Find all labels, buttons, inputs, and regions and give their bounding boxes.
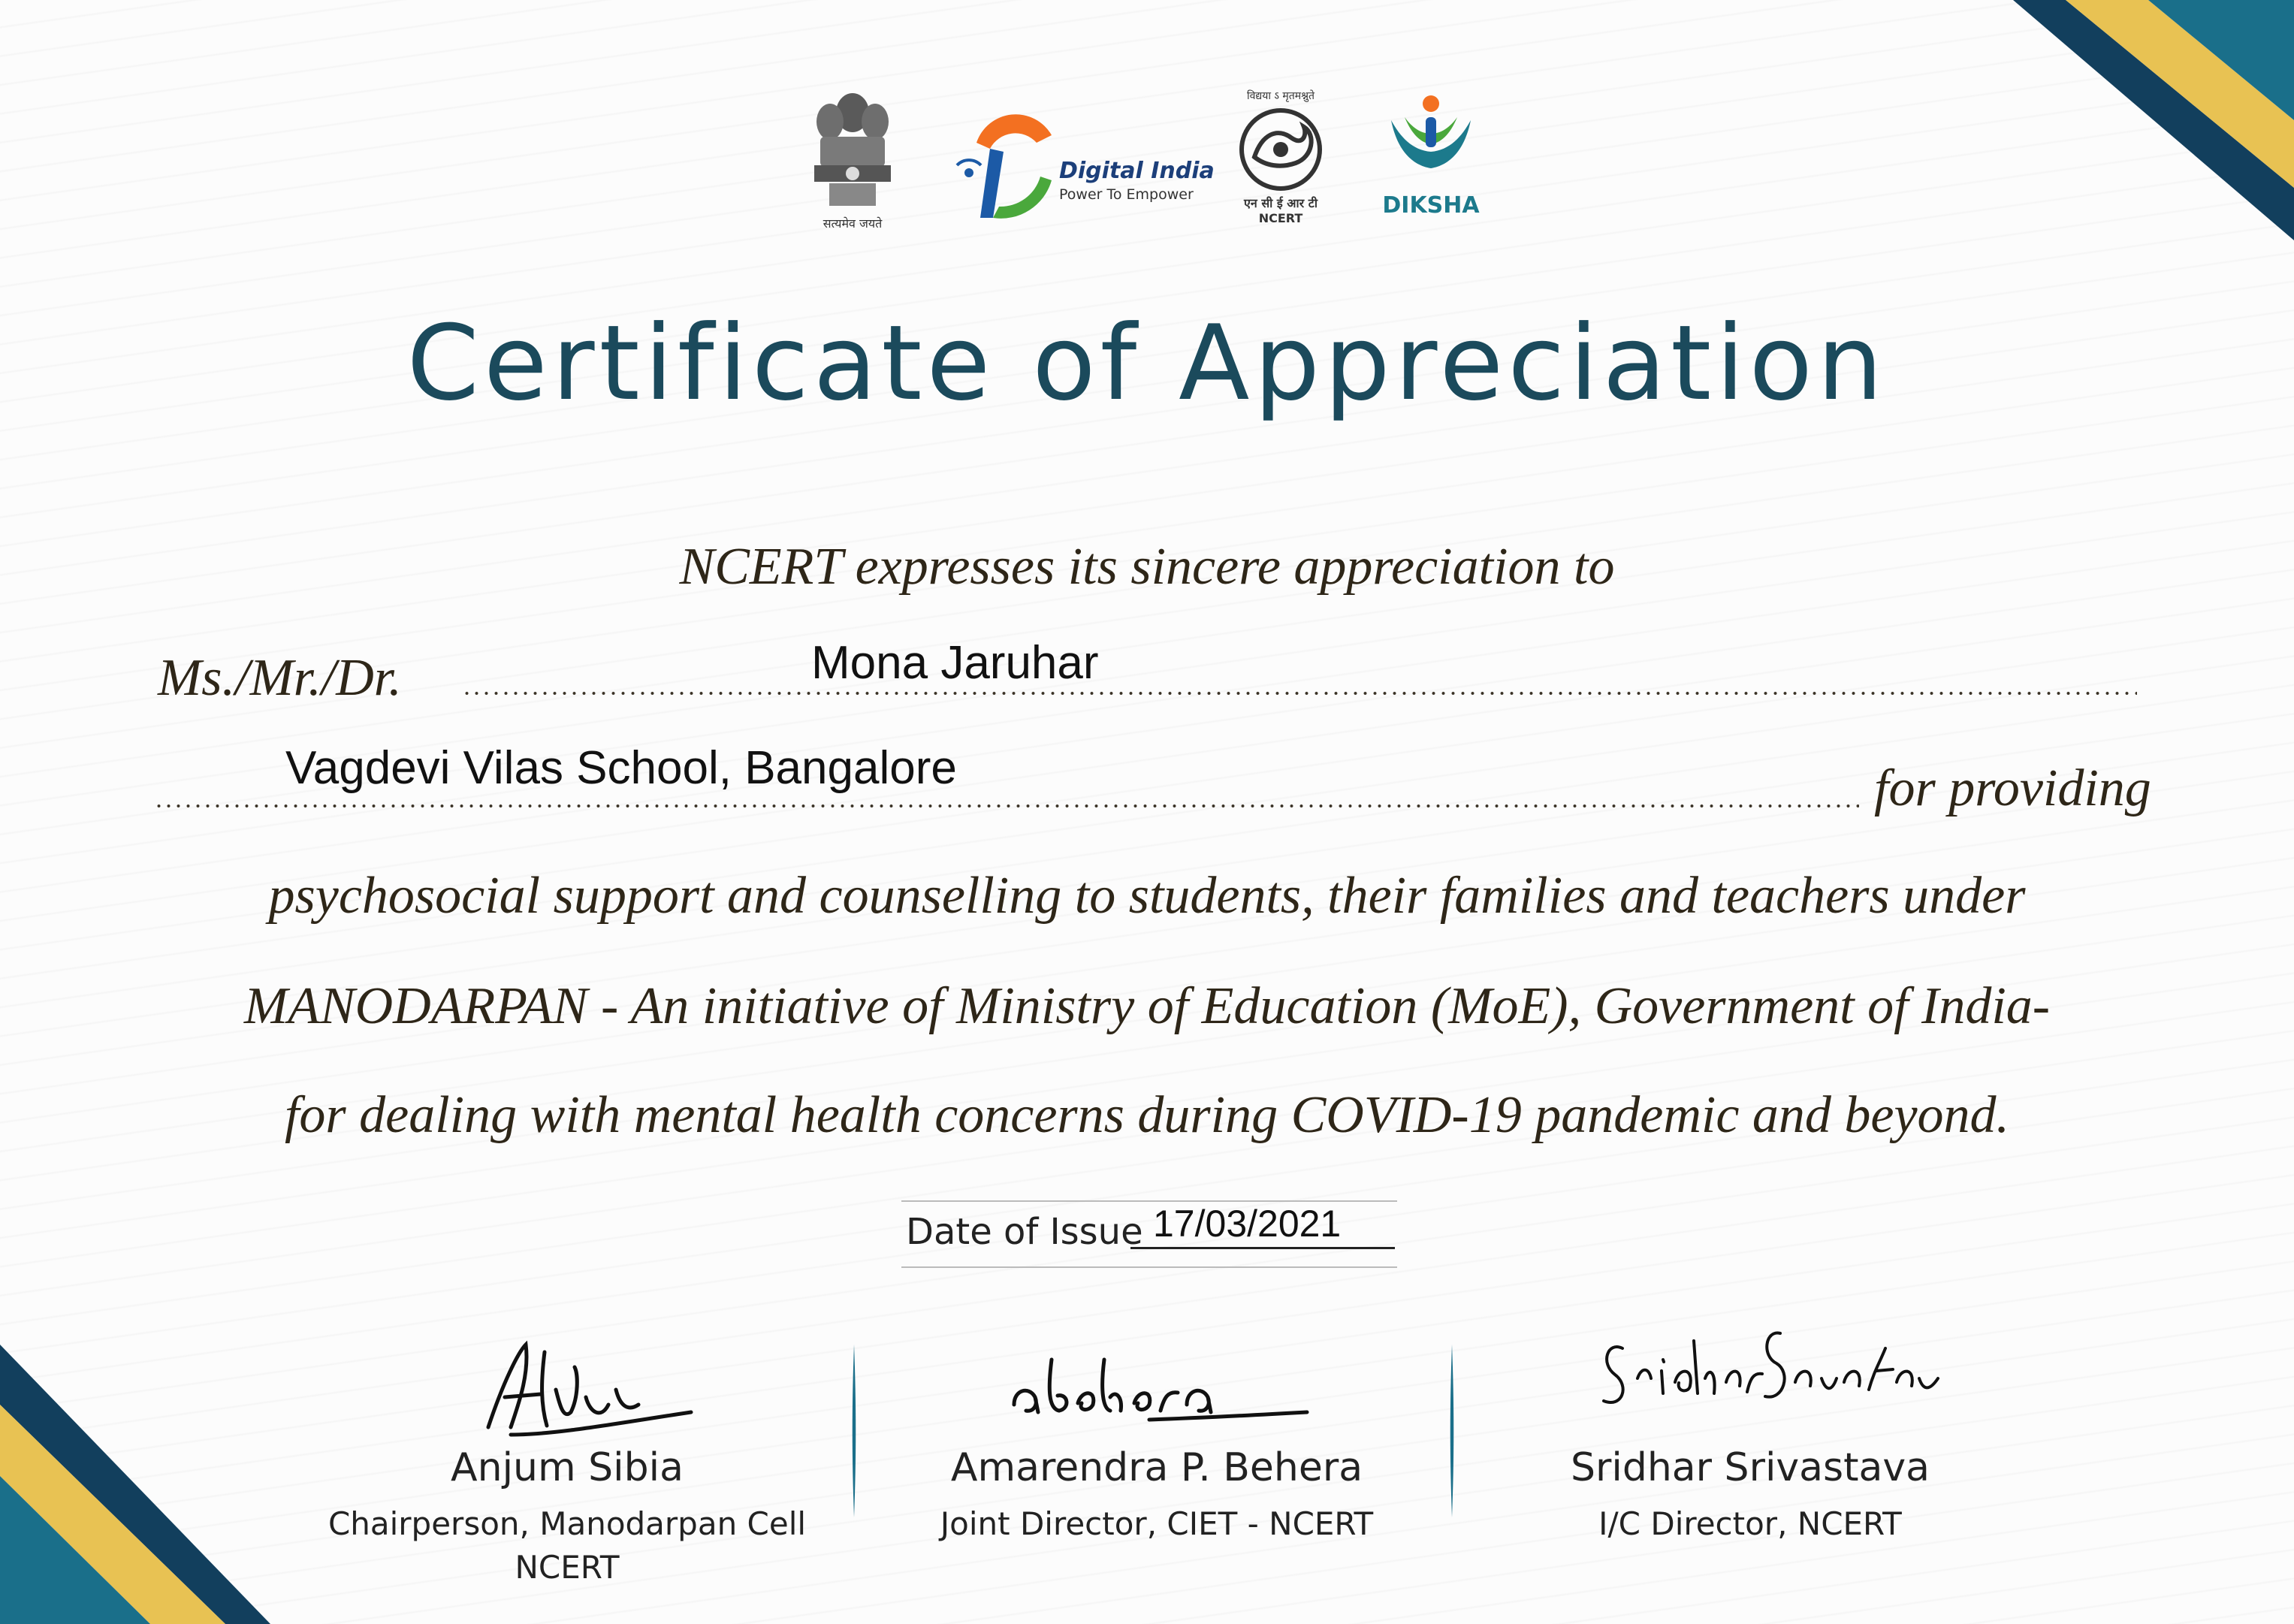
body-line-1: psychosocial support and counselling to students, their families and teachers under bbox=[268, 867, 2026, 925]
signatory-role-1: Chairperson, Manodarpan Cell bbox=[327, 1505, 807, 1542]
diksha-logo bbox=[1375, 90, 1487, 233]
digital-india-title: Digital India bbox=[1059, 158, 1215, 184]
diksha-icon bbox=[1382, 90, 1480, 188]
divider-left bbox=[849, 1345, 859, 1517]
for-providing-text: for providing bbox=[1874, 759, 2151, 817]
ncert-bottom-text: NCERT bbox=[1258, 211, 1303, 225]
ncert-logo bbox=[1224, 89, 1337, 231]
date-value: 17/03/2021 bbox=[1153, 1203, 1342, 1245]
signature-amarendra-behera bbox=[999, 1345, 1315, 1435]
signature-sridhar-srivastava bbox=[1592, 1318, 1945, 1423]
body-line-3: for dealing with mental health concerns during COVID-19 pandemic and beyond. bbox=[284, 1086, 2010, 1144]
corner-decoration-top-right bbox=[2013, 0, 2294, 240]
lion-capital-icon bbox=[804, 90, 901, 210]
school-name: Vagdevi Vilas School, Bangalore bbox=[285, 742, 957, 794]
certificate-title: Certificate of Appreciation bbox=[406, 303, 1888, 424]
digital-india-tagline: Power To Empower bbox=[1059, 186, 1194, 203]
signatory-name-1: Anjum Sibia bbox=[451, 1445, 684, 1490]
signatory-role-2: Joint Director, CIET - NCERT bbox=[940, 1505, 1374, 1542]
ncert-swan-icon bbox=[1232, 104, 1330, 195]
ncert-top-motto: विद्यया ऽ मृतमश्नुते bbox=[1246, 90, 1315, 102]
corner-decoration-bottom-left bbox=[0, 1345, 270, 1624]
signatory-org-1: NCERT bbox=[515, 1549, 620, 1586]
emblem-motto: सत्यमेव जयते bbox=[823, 216, 883, 231]
digital-india-logo bbox=[946, 90, 1215, 233]
body-line-2: MANODARPAN - An initiative of Ministry of Education (MoE), Government of India- bbox=[243, 977, 2051, 1035]
signature-anjum-sibia bbox=[466, 1322, 706, 1450]
divider-right bbox=[1447, 1345, 1457, 1517]
date-underline bbox=[1130, 1247, 1395, 1249]
signatory-name-3: Sridhar Srivastava bbox=[1570, 1445, 1930, 1490]
intro-line: NCERT expresses its sincere appreciation to bbox=[679, 538, 1615, 596]
digital-india-icon bbox=[946, 90, 1059, 225]
salutation-label: Ms./Mr./Dr. bbox=[158, 649, 402, 707]
name-dotted-line bbox=[462, 691, 2137, 696]
diksha-wordmark: DIKSHA bbox=[1382, 192, 1480, 219]
national-emblem-logo bbox=[804, 90, 901, 233]
signatory-role-3: I/C Director, NCERT bbox=[1598, 1505, 1902, 1542]
recipient-name: Mona Jaruhar bbox=[811, 637, 1099, 689]
signatory-name-2: Amarendra P. Behera bbox=[950, 1445, 1363, 1490]
ncert-bottom-hindi: एन सी ई आर टी bbox=[1244, 196, 1318, 210]
school-dotted-line bbox=[154, 804, 1859, 808]
date-label: Date of Issue bbox=[906, 1211, 1143, 1253]
